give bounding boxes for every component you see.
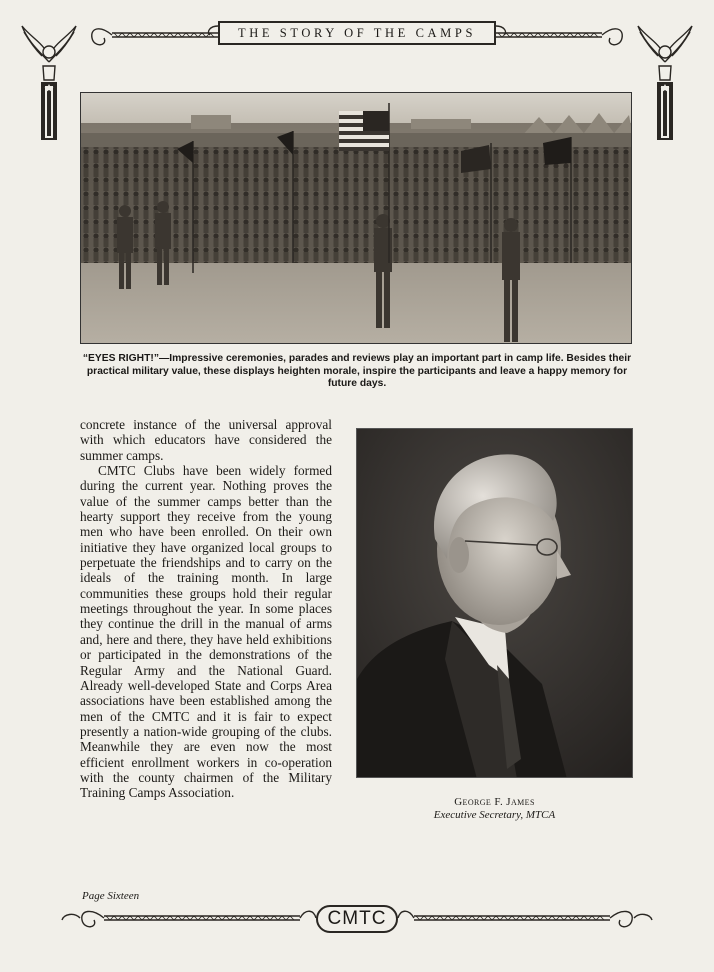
page-number: Page Sixteen [82,890,140,902]
article-paragraph: CMTC Clubs have been widely formed during the current year. Nothing proves the value of the summer camps better than the hearty support they receive from the young men who have been enrolled. On their own initiative they have organized local groups to perpetuate the friendships and to carry on the ideals of the training month. In large communities these groups hold their regular meetings throughout the year. In some places they continue the drill in the manual of arms and, here and there, they have held exhibitions or participated in the demonstrations of the Regular Army and the National Guard. Already well-developed State and Corps Area associations have been established among the men of the CMTC and it is fair to expect presently a nation-wide grouping of the clubs. Meanwhile they are even now the most efficient enrollment workers in co-operation with the county chairmen of the Military Training Camps Association. [80,463,332,801]
eagle-shield-icon [18,22,80,144]
portrait-role: Executive Secretary, MTCA [433,808,556,821]
article-paragraph: concrete instance of the universal approval with which educators have considered the summer camps. [80,417,332,463]
eagle-shield-icon [634,22,696,144]
portrait-name: George F. James [454,796,535,808]
article-column [80,417,332,801]
parade-photo [80,92,632,344]
caption-lead: “EYES RIGHT!” [82,353,159,364]
caption-text: —Impressive ceremonies, parades and reviews play an important part in camp life. Besides their practical military value, these displays heighten morale, inspire the participants and leave a happy memory for future days. [86,353,632,389]
page-header-title: THE STORY OF THE CAMPS [218,21,496,45]
portrait-photo [356,428,633,778]
cmtc-badge: CMTC [316,905,398,933]
portrait-caption [356,796,633,821]
photo-caption [78,353,636,391]
